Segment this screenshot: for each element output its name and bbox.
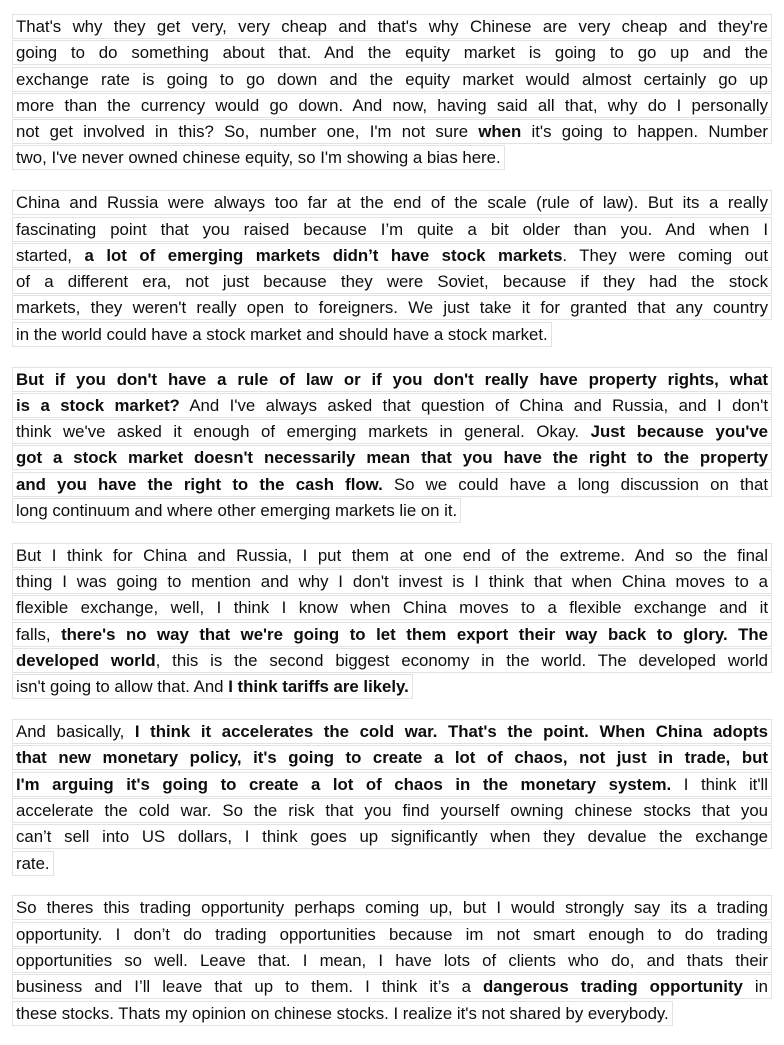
text-segment: But I think for China and Russia, I put them at one end of the extreme. And so the final [16,545,768,565]
text-segment: falls, [16,624,62,644]
text-line [12,472,772,497]
text-segment: fascinating point that you raised because I’m quite a bit older than you. And when I [16,219,768,239]
bold-text-segment: developed world [16,651,156,671]
text-segment: think we've asked it enough of emerging markets in general. Okay. [16,422,591,442]
bold-text-segment: I think it accelerates the cold war. That's the point. When China adopts [134,722,768,742]
text-line [12,798,772,823]
paragraph [12,719,772,882]
bold-text-segment: Just because you've [590,422,768,442]
paragraph [12,190,772,353]
text-line [12,419,772,444]
text-line [12,543,772,568]
text-line [12,772,772,797]
text-segment: it's going to happen. Number [521,122,768,142]
document-body [12,14,772,1032]
bold-text-segment: is a stock market? [16,395,180,415]
text-segment: isn't going to allow that. And [16,677,229,697]
text-segment: flexible exchange, well, I think I know when China moves to a flexible exchange and it [16,598,768,618]
bold-text-segment: there's no way that we're going to let them export their way back to glory. The [61,624,769,644]
bold-text-segment: I'm arguing it's going to create a lot of chaos in the monetary system. [16,774,672,794]
text-segment: opportunity. I don’t do trading opportunities because im not smart enough to do trading [16,924,768,944]
text-segment: And basically, [16,722,135,742]
text-line [12,269,772,294]
text-line [12,119,772,144]
text-line [12,745,772,770]
bold-text-segment: But if you don't have a rule of law or if you don't really have property rights, what [16,369,768,389]
text-segment: exchange rate is going to go down and the equity market would almost certainly go up [16,69,768,89]
text-line [12,719,772,744]
paragraph [12,14,772,177]
bold-text-segment: got a stock market doesn't necessarily mean that you have the right to the property [16,448,768,468]
text-line [12,145,505,170]
text-segment: in [742,977,768,997]
text-line [12,243,772,268]
text-segment: can’t sell into US dollars, I think goes up significantly when they devalue the exchange [16,827,768,847]
text-segment: accelerate the cold war. So the risk that you find yourself owning chinese stocks that you [16,801,768,821]
text-segment: not get involved in this? So, number one, I'm not sure [16,122,479,142]
text-line [12,948,772,973]
text-line [12,190,772,215]
text-line [12,393,772,418]
text-segment: China and Russia were always too far at the end of the scale (rule of law). But its a really [16,193,768,213]
text-line [12,498,461,523]
text-line [12,322,552,347]
bold-text-segment: a lot of emerging markets didn’t have stock markets [84,245,563,265]
text-line [12,974,772,999]
text-line [12,674,413,699]
text-line [12,445,772,470]
text-line [12,295,772,320]
bold-text-segment: dangerous trading opportunity [482,977,743,997]
text-segment: I think it'll [671,774,769,794]
text-line [12,648,772,673]
bold-text-segment: and you have the right to the cash flow. [16,474,383,494]
paragraph [12,367,772,530]
text-line [12,367,772,392]
text-line [12,40,772,65]
text-line [12,595,772,620]
text-line [12,569,772,594]
text-line [12,824,772,849]
text-line [12,1001,673,1026]
text-line [12,622,772,647]
text-segment: So we could have a long discussion on that [382,474,769,494]
text-segment: And I've always asked that question of China and Russia, and I don't [179,395,768,415]
text-segment: rate. [16,853,50,873]
text-segment: more than the currency would go down. And now, having said all that, why do I personally [16,95,768,115]
text-line [12,217,772,242]
text-segment: So theres this trading opportunity perhaps coming up, but I would strongly say its a trading [16,898,768,918]
text-line [12,93,772,118]
text-line [12,67,772,92]
text-segment: started, [16,245,85,265]
bold-text-segment: that new monetary policy, it's going to create a lot of chaos, not just in trade, but [16,748,768,768]
paragraph [12,543,772,706]
bold-text-segment: when [478,122,522,142]
text-segment: two, I've never owned chinese equity, so I'm showing a bias here. [16,148,501,168]
text-line [12,922,772,947]
text-segment: going to do something about that. And the equity market is going to go up and the [16,43,768,63]
text-segment: business and I’ll leave that up to them. I think it’s a [16,977,483,997]
bold-text-segment: I think tariffs are likely. [228,677,409,697]
paragraph [12,895,772,1031]
text-segment: of a different era, not just because they were Soviet, because if they had the stock [16,272,768,292]
text-segment: in the world could have a stock market and should have a stock market. [16,324,548,344]
text-segment: opportunities so well. Leave that. I mean, I have lots of clients who do, and thats their [16,951,768,970]
text-segment: That's why they get very, very cheap and that's why Chinese are very cheap and they're [16,17,768,36]
text-line [12,14,772,39]
text-segment: these stocks. Thats my opinion on chinese stocks. I realize it's not shared by everybody. [16,1003,669,1023]
text-line [12,895,772,920]
text-segment: markets, they weren't really open to foreigners. We just take it for granted that any country [16,298,768,318]
text-segment: thing I was going to mention and why I don't invest is I think that when China moves to a [16,572,768,592]
text-segment: , this is the second biggest economy in the world. The developed world [155,651,768,671]
text-line [12,851,54,876]
text-segment: long continuum and where other emerging markets lie on it. [16,501,458,521]
text-segment: . They were coming out [562,245,768,265]
